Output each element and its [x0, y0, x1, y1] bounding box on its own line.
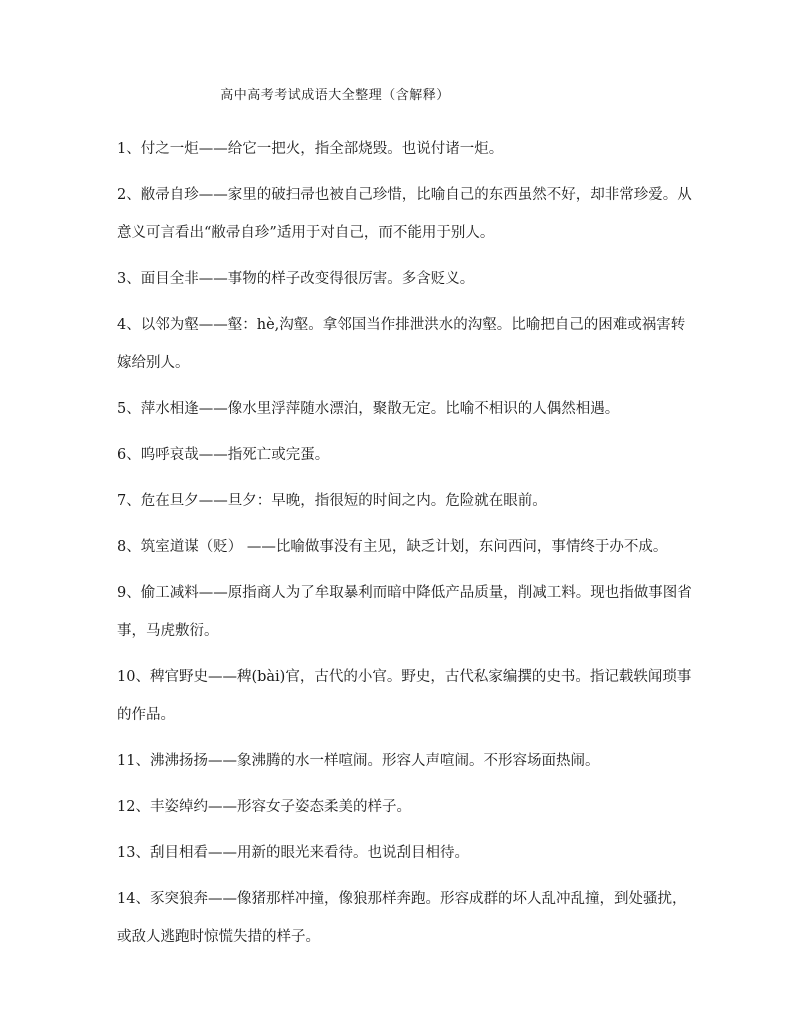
idiom-entry: 3、面目全非——事物的样子改变得很厉害。多含贬义。: [117, 271, 475, 287]
idiom-list: [117, 130, 697, 964]
idiom-entry: 14、豕突狼奔——像猪那样冲撞，像狼那样奔跑。形容成群的坏人乱冲乱撞，到处骚扰，或敌人逃跑时惊慌失措的样子。: [117, 891, 687, 945]
idiom-entry: 11、沸沸扬扬——象沸腾的水一样喧闹。形容人声喧闹。不形容场面热闹。: [117, 753, 600, 769]
idiom-entry: 1、付之一炬——给它一把火，指全部烧毁。也说付诸一炬。: [117, 141, 504, 157]
idiom-entry: 8、筑室道谋（贬） ——比喻做事没有主见，缺乏计划，东问西问，事情终于办不成。: [117, 539, 668, 555]
idiom-entry: 10、稗官野史——稗(bài)官，古代的小官。野史，古代私家编撰的史书。指记载轶闻琐事的作品。: [117, 669, 692, 723]
idiom-entry: 7、危在旦夕——旦夕：早晚，指很短的时间之内。危险就在眼前。: [117, 493, 547, 509]
idiom-entry: 9、偷工减料——原指商人为了牟取暴利而暗中降低产品质量，削减工料。现也指做事图省事，马虎敷衍。: [117, 585, 692, 639]
document-title: 高中高考考试成语大全整理（含解释）: [220, 88, 450, 103]
idiom-entry: 4、以邻为壑——壑：hè,沟壑。拿邻国当作排泄洪水的沟壑。比喻把自己的困难或祸害转嫁给别人。: [117, 317, 686, 371]
idiom-entry: 12、丰姿绰约——形容女子姿态柔美的样子。: [117, 799, 411, 815]
idiom-entry: 5、萍水相逢——像水里浮萍随水漂泊，聚散无定。比喻不相识的人偶然相遇。: [117, 401, 620, 417]
idiom-entry: 6、呜呼哀哉——指死亡或完蛋。: [117, 447, 330, 463]
idiom-entry: 2、敝帚自珍——家里的破扫帚也被自己珍惜，比喻自己的东西虽然不好，却非常珍爱。从意义可言看出“敝帚自珍”适用于对自己，而不能用于别人。: [117, 187, 692, 241]
idiom-entry: 13、刮目相看——用新的眼光来看待。也说刮目相待。: [117, 845, 469, 861]
